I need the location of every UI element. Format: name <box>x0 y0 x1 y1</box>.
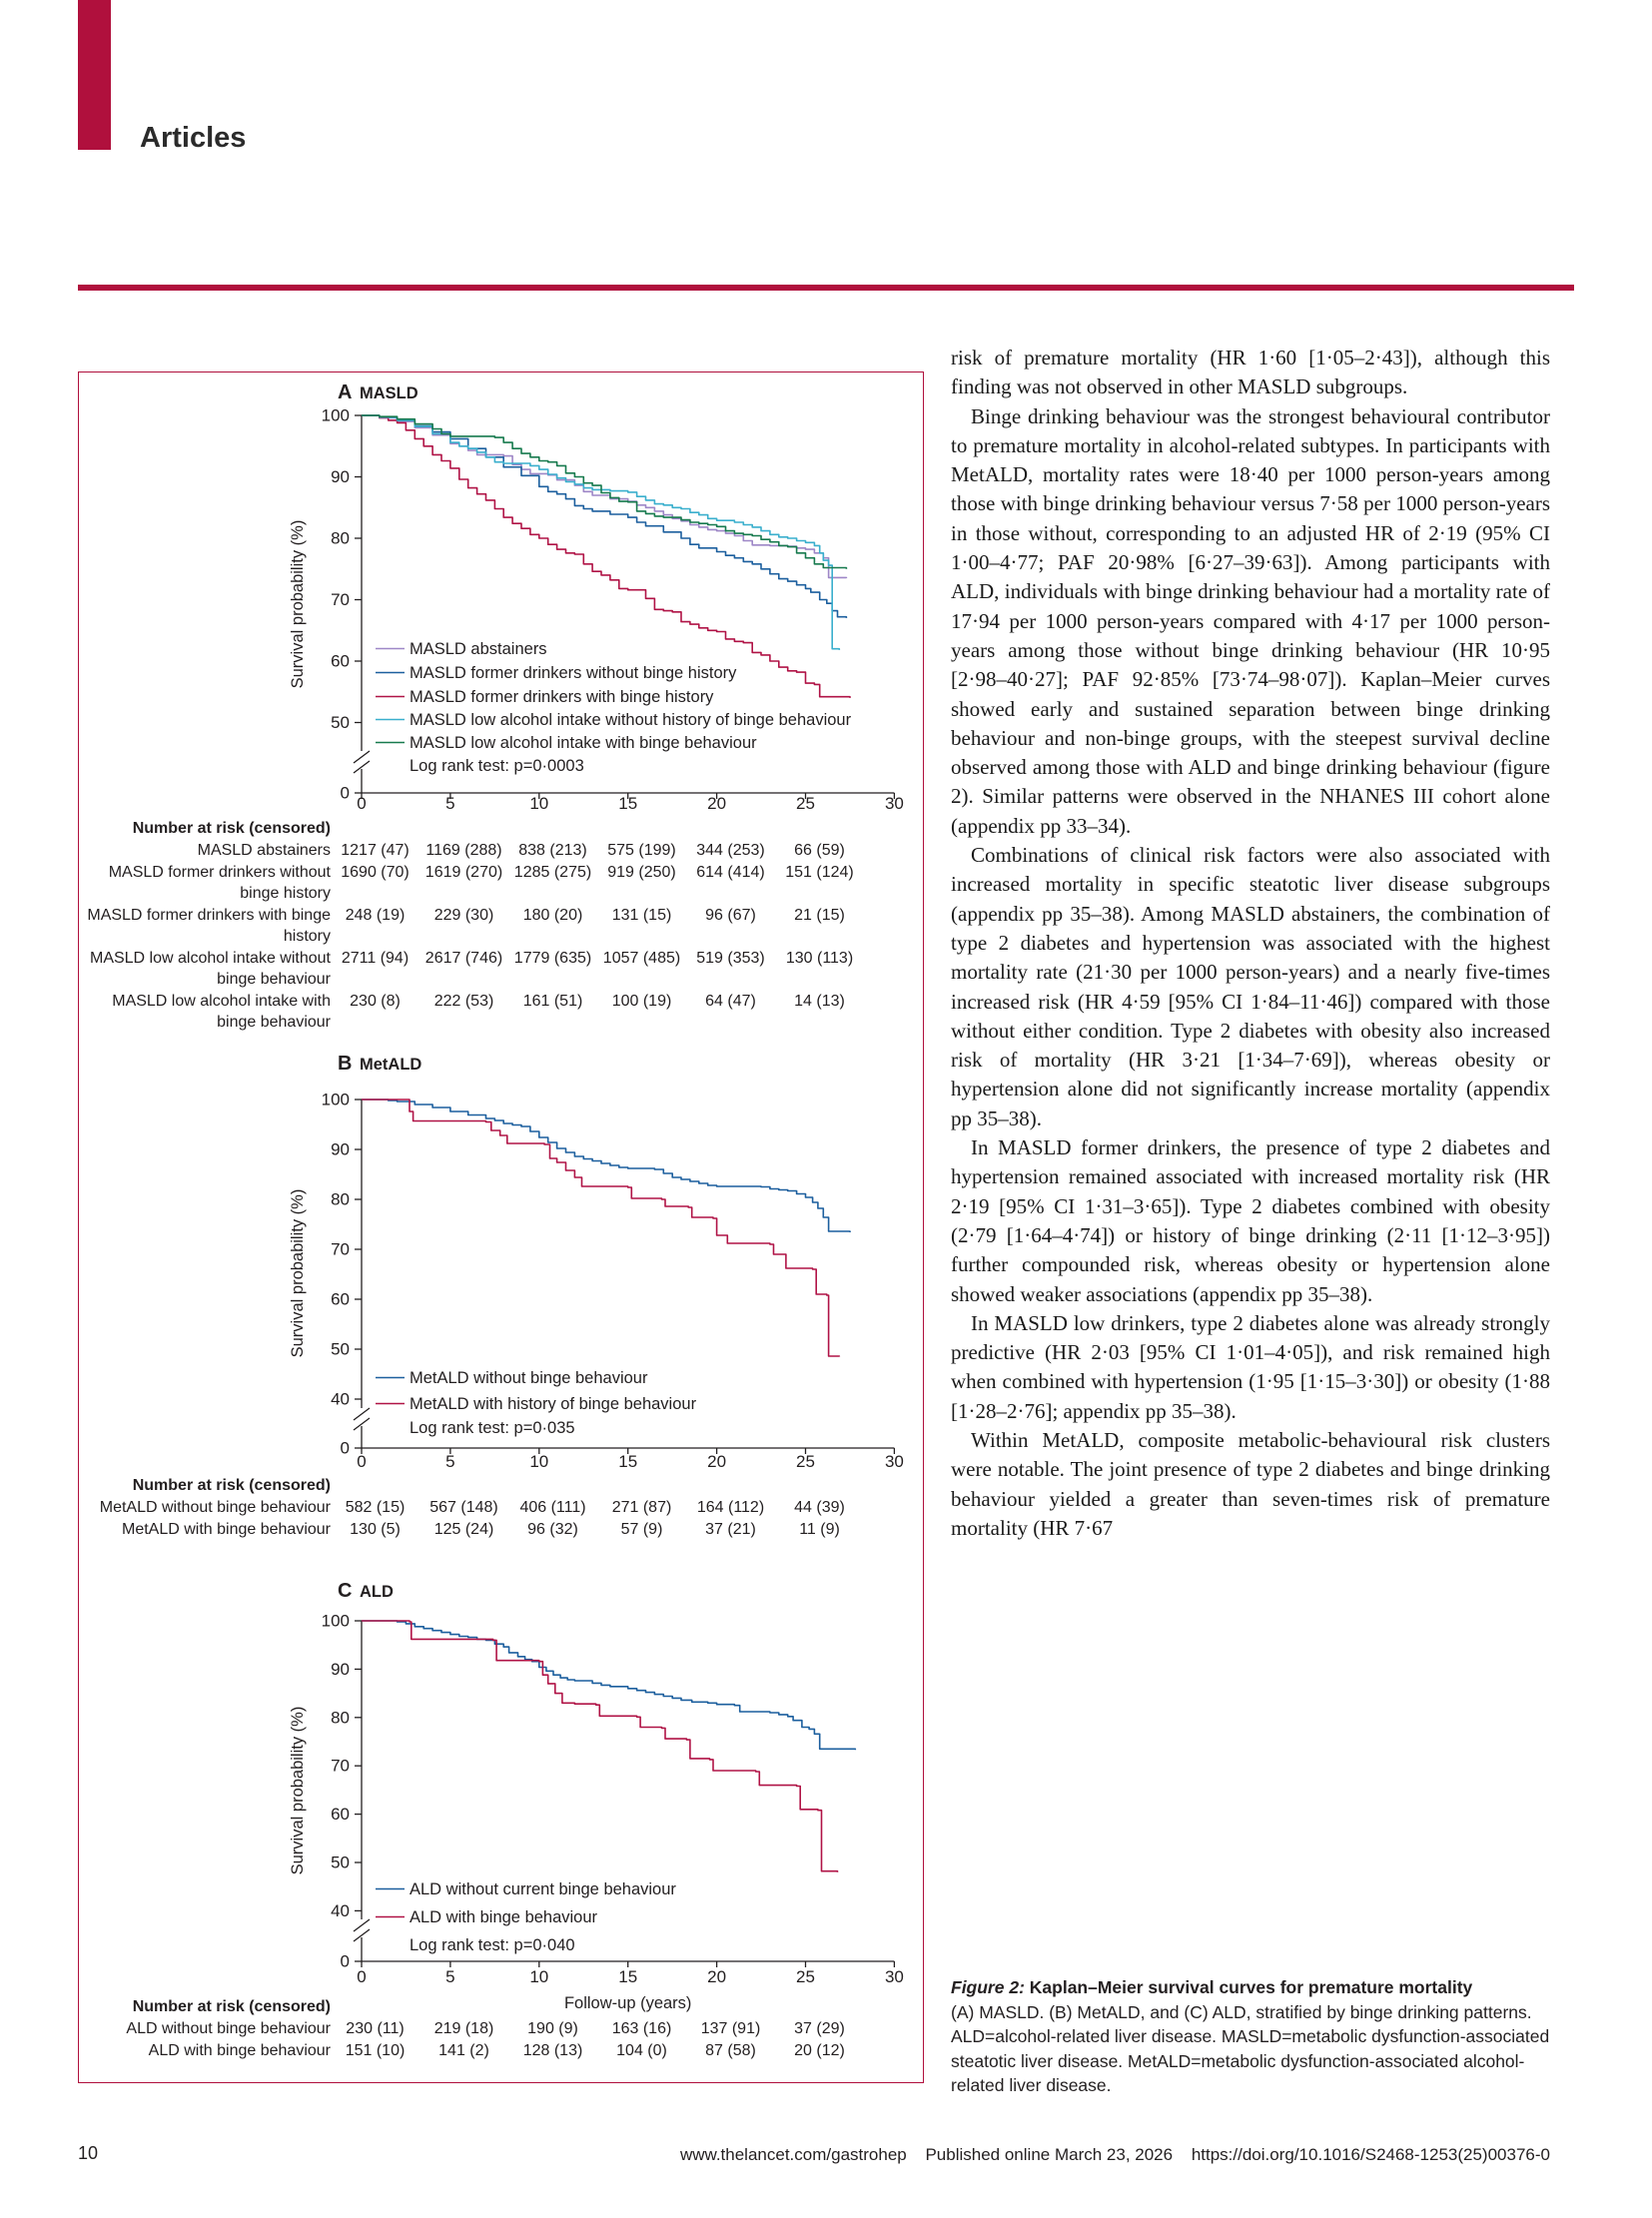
y-tick-label: 0 <box>340 783 350 803</box>
y-tick-label: 100 <box>321 1090 350 1109</box>
risk-cell: 190 (9) <box>527 2020 578 2037</box>
x-tick-label: 20 <box>707 1967 727 1986</box>
legend-label: ALD without current binge behaviour <box>410 1880 676 1898</box>
risk-cell: 219 (18) <box>433 2020 494 2037</box>
risk-cell: 1057 (485) <box>602 950 681 967</box>
legend-label: MASLD former drinkers without binge history <box>410 664 737 682</box>
risk-row-label: MetALD without binge behaviour <box>99 1499 331 1516</box>
body-paragraph: Within MetALD, composite metabolic-behavioural risk clusters were notable. The joint presence of type 2 diabetes and binge drinking behaviour yielded a greater than seven-times risk of premature mortality (HR 7·67 <box>951 1427 1550 1540</box>
risk-table-ald <box>79 1996 918 2062</box>
y-tick-label: 0 <box>340 1951 350 1971</box>
risk-cell: 344 (253) <box>696 842 765 859</box>
risk-cell: 229 (30) <box>433 907 494 924</box>
risk-row-label: ALD with binge behaviour <box>148 2042 331 2059</box>
x-tick-label: 5 <box>445 1967 455 1986</box>
y-tick-label: 70 <box>331 1756 350 1776</box>
risk-cell: 37 (21) <box>705 1521 756 1538</box>
y-tick-label: 50 <box>331 713 350 732</box>
x-tick-label: 15 <box>618 1967 638 1986</box>
x-tick-label: 10 <box>529 1967 549 1986</box>
axis-break-icon <box>354 1408 370 1420</box>
risk-cell: 1619 (270) <box>424 864 503 881</box>
risk-cell: 222 (53) <box>433 993 494 1010</box>
footer-doi-link[interactable]: https://doi.org/10.1016/S2468-1253(25)00376-0 <box>1191 2145 1550 2164</box>
risk-row-label: MetALD with binge behaviour <box>121 1521 331 1538</box>
x-tick-label: 0 <box>357 794 367 813</box>
km-charts-svg <box>79 372 920 2079</box>
risk-table-row <box>79 1519 918 1540</box>
figure-caption <box>951 1975 1556 2098</box>
legend-label: MASLD former drinkers with binge history <box>410 688 714 706</box>
lancet-red-block <box>78 0 111 150</box>
log-rank-label: Log rank test: p=0·0003 <box>410 757 584 775</box>
x-tick-label: 30 <box>884 794 904 813</box>
legend-label: MASLD low alcohol intake without history of binge behaviour <box>410 711 852 729</box>
risk-cell: 130 (113) <box>785 950 854 967</box>
risk-cell: 919 (250) <box>607 864 676 881</box>
figure-box <box>78 371 924 2083</box>
risk-table-row <box>79 862 918 904</box>
y-axis-label: Survival probability (%) <box>289 1706 307 1875</box>
survival-curve <box>362 1621 838 1872</box>
risk-cell: 271 (87) <box>611 1499 672 1516</box>
x-tick-label: 15 <box>618 794 638 813</box>
y-tick-label: 100 <box>321 1611 350 1631</box>
risk-cell: 163 (16) <box>611 2020 672 2037</box>
legend-label: ALD with binge behaviour <box>410 1908 598 1926</box>
legend-label: MASLD low alcohol intake with binge behaviour <box>410 734 757 752</box>
axis-break-icon <box>354 1919 370 1931</box>
y-axis-label: Survival probability (%) <box>289 519 307 689</box>
risk-cell: 66 (59) <box>794 842 845 859</box>
y-tick-label: 90 <box>331 467 350 486</box>
risk-row-label: MASLD former drinkers with binge history <box>87 907 331 945</box>
figure-caption-label: Figure 2: <box>951 1977 1025 1997</box>
survival-curve <box>362 1100 839 1357</box>
panel-letter: C <box>338 1580 353 1602</box>
risk-cell: 230 (11) <box>346 2020 405 2037</box>
footer-site-url[interactable]: www.thelancet.com/gastrohep <box>679 2145 907 2164</box>
risk-table-row <box>79 905 918 947</box>
risk-cell: 21 (15) <box>794 907 845 924</box>
risk-row-label: MASLD low alcohol intake with binge behaviour <box>112 993 331 1031</box>
x-tick-label: 30 <box>884 1967 904 1986</box>
y-tick-label: 50 <box>331 1339 350 1359</box>
risk-cell: 125 (24) <box>433 1521 494 1538</box>
survival-curve <box>362 415 846 578</box>
risk-row-label: ALD without binge behaviour <box>126 2020 331 2037</box>
y-tick-label: 90 <box>331 1659 350 1679</box>
y-tick-label: 80 <box>331 1189 350 1209</box>
x-tick-label: 25 <box>796 1967 815 1986</box>
risk-cell: 1690 (70) <box>341 864 410 881</box>
page-number: 10 <box>78 2143 99 2163</box>
y-tick-label: 80 <box>331 528 350 548</box>
risk-row-label: MASLD low alcohol intake without binge behaviour <box>89 950 331 988</box>
log-rank-label: Log rank test: p=0·040 <box>410 1936 575 1954</box>
risk-cell: 130 (5) <box>350 1521 401 1538</box>
risk-cell: 1217 (47) <box>341 842 410 859</box>
y-tick-label: 60 <box>331 1289 350 1309</box>
legend-label: MetALD with history of binge behaviour <box>410 1395 697 1413</box>
body-paragraph: In MASLD former drinkers, the presence of type 2 diabetes and hypertension remained associated with increased mortality risk (HR 2·19 [95% CI 1·31–3·65]). Type 2 diabetes combined with obesity (2·79 [1·64–4·74]) or history of binge drinking (2·11 [1·12–3·95]) further compounded risk, whereas obesity or hypertension alone showed weaker associations (appendix pp 35–38). <box>951 1135 1550 1306</box>
y-tick-label: 100 <box>321 405 350 425</box>
x-axis-label: Follow-up (years) <box>563 1994 692 2012</box>
y-tick-label: 80 <box>331 1708 350 1728</box>
risk-cell: 20 (12) <box>794 2042 845 2059</box>
x-tick-label: 20 <box>707 1452 727 1471</box>
risk-table-row <box>79 948 918 990</box>
risk-cell: 104 (0) <box>616 2042 667 2059</box>
risk-table-header: Number at risk (censored) <box>132 1477 331 1494</box>
risk-row-label: MASLD former drinkers without binge history <box>108 864 331 902</box>
axis-break-icon <box>354 751 370 763</box>
risk-cell: 151 (124) <box>785 864 854 881</box>
section-header: Articles <box>140 122 247 154</box>
risk-table-metald <box>79 1475 918 1541</box>
risk-cell: 2617 (746) <box>424 950 503 967</box>
risk-cell: 11 (9) <box>799 1521 840 1538</box>
risk-cell: 100 (19) <box>611 993 672 1010</box>
panel-title: MetALD <box>360 1056 422 1074</box>
survival-curve <box>362 1100 850 1232</box>
risk-cell: 575 (199) <box>607 842 676 859</box>
x-tick-label: 30 <box>884 1452 904 1471</box>
risk-cell: 614 (414) <box>696 864 765 881</box>
risk-cell: 131 (15) <box>611 907 672 924</box>
risk-table-row <box>79 2040 918 2061</box>
article-body-column <box>951 344 1550 1543</box>
risk-cell: 161 (51) <box>522 993 583 1010</box>
risk-cell: 230 (8) <box>350 993 401 1010</box>
risk-cell: 567 (148) <box>429 1499 498 1516</box>
survival-curve <box>362 1621 855 1750</box>
panel-letter: B <box>338 1053 353 1075</box>
risk-cell: 1285 (275) <box>513 864 592 881</box>
x-tick-label: 25 <box>796 794 815 813</box>
risk-cell: 128 (13) <box>522 2042 583 2059</box>
panel-letter: A <box>338 381 353 403</box>
y-tick-label: 40 <box>331 1900 350 1920</box>
risk-table-row <box>79 840 918 861</box>
risk-cell: 141 (2) <box>438 2042 489 2059</box>
y-tick-label: 0 <box>340 1438 350 1458</box>
body-paragraph: Combinations of clinical risk factors were also associated with increased mortality in specific steatotic liver disease subgroups (appendix pp 35–38). Among MASLD abstainers, the combination of type 2 diabetes and hypertension was associated with the highest mortality rate (21·30 per 1000 person-years) and a nearly five-times increased risk (HR 4·59 [95% CI 1·84–11·46]) compared with those without either condition. Type 2 diabetes with obesity also increased risk of mortality (HR 3·21 [1·34–7·69]), whereas obesity or hypertension alone did not significantly increase mortality (appendix pp 35–38). <box>951 843 1550 1130</box>
risk-cell: 406 (111) <box>519 1499 586 1516</box>
footer <box>680 2145 1550 2165</box>
section-divider-rule <box>78 285 1574 291</box>
x-tick-label: 5 <box>445 794 455 813</box>
x-tick-label: 0 <box>357 1452 367 1471</box>
risk-cell: 137 (91) <box>700 2020 761 2037</box>
log-rank-label: Log rank test: p=0·035 <box>410 1419 575 1437</box>
risk-cell: 44 (39) <box>794 1499 845 1516</box>
risk-cell: 96 (32) <box>527 1521 578 1538</box>
footer-published-date: Published online March 23, 2026 <box>925 2145 1174 2164</box>
panel-title: MASLD <box>360 384 418 402</box>
body-paragraph: Binge drinking behaviour was the strongest behavioural contributor to premature mortality in alcohol-related subtypes. In participants with MetALD, mortality rates were 18·40 per 1000 person-years among those with binge drinking behaviour versus 7·58 per 1000 person-years in those without, corresponding to an adjusted HR of 2·19 (95% CI 1·00–4·77; PAF 20·98% [6·27–39·63]). Among participants with ALD, individuals with binge drinking behaviour had a mortality rate of 17·94 per 1000 person-years compared with 4·17 per 1000 person-years among those without binge drinking behaviour (HR 10·95 [2·98–40·27]; PAF 92·85% [73·74–98·07]). Kaplan–Meier curves showed early and sustained separation between binge drinking behaviour and non-binge groups, with the steepest survival decline observed among those with ALD and binge drinking behaviour (figure 2). Similar patterns were observed in the NHANES III cohort alone (appendix pp 33–34). <box>951 403 1550 838</box>
figure-caption-body: (A) MASLD. (B) MetALD, and (C) ALD, stratified by binge drinking patterns. ALD=alcohol-related liver disease. MASLD=metabolic dysfunction-associated steatotic liver disease. MetALD=metabolic dysfunction-associated alcohol-related liver disease. <box>951 2001 1550 2095</box>
panel-title: ALD <box>360 1583 394 1601</box>
risk-cell: 57 (9) <box>620 1521 663 1538</box>
body-paragraph: risk of premature mortality (HR 1·60 [1·05–2·43]), although this finding was not observed in other MASLD subgroups. <box>951 346 1550 399</box>
x-tick-label: 5 <box>445 1452 455 1471</box>
body-paragraph: In MASLD low drinkers, type 2 diabetes alone was already strongly predictive (HR 2·03 [95% CI 1·01–4·05]), and risk remained high when combined with hypertension (1·95 [1·15–3·30]) or obesity (1·88 [1·28–2·76]; appendix pp 35–38). <box>951 1310 1550 1423</box>
x-tick-label: 25 <box>796 1452 815 1471</box>
risk-cell: 180 (20) <box>522 907 583 924</box>
x-tick-label: 20 <box>707 794 727 813</box>
y-tick-label: 60 <box>331 1805 350 1825</box>
y-tick-label: 50 <box>331 1852 350 1872</box>
risk-cell: 37 (29) <box>794 2020 845 2037</box>
y-axis-label: Survival probability (%) <box>289 1188 307 1358</box>
risk-table-row <box>79 991 918 1033</box>
risk-table-row <box>79 2018 918 2039</box>
risk-cell: 2711 (94) <box>341 950 410 967</box>
risk-cell: 1779 (635) <box>513 950 592 967</box>
risk-cell: 14 (13) <box>794 993 845 1010</box>
risk-cell: 64 (47) <box>705 993 756 1010</box>
risk-table-masld <box>79 818 918 1034</box>
y-tick-label: 70 <box>331 1239 350 1259</box>
risk-cell: 582 (15) <box>345 1499 406 1516</box>
x-tick-label: 10 <box>529 794 549 813</box>
y-tick-label: 60 <box>331 651 350 671</box>
risk-cell: 96 (67) <box>705 907 756 924</box>
legend-label: MASLD abstainers <box>410 640 547 658</box>
risk-row-label: MASLD abstainers <box>197 842 331 859</box>
y-tick-label: 90 <box>331 1139 350 1159</box>
risk-table-header: Number at risk (censored) <box>132 820 331 837</box>
survival-curve <box>362 415 846 618</box>
risk-table-row <box>79 1497 918 1518</box>
risk-cell: 838 (213) <box>518 842 587 859</box>
risk-cell: 519 (353) <box>696 950 765 967</box>
y-tick-label: 40 <box>331 1389 350 1409</box>
risk-cell: 151 (10) <box>345 2042 406 2059</box>
risk-cell: 1169 (288) <box>425 842 502 859</box>
legend-label: MetALD without binge behaviour <box>410 1369 648 1387</box>
x-tick-label: 0 <box>357 1967 367 1986</box>
risk-cell: 87 (58) <box>705 2042 756 2059</box>
x-tick-label: 15 <box>618 1452 638 1471</box>
figure-caption-title: Figure 2: Kaplan–Meier survival curves for premature mortality <box>951 1977 1473 1997</box>
risk-cell: 248 (19) <box>345 907 406 924</box>
risk-cell: 164 (112) <box>696 1499 765 1516</box>
risk-table-header: Number at risk (censored) <box>132 1998 331 2015</box>
x-tick-label: 10 <box>529 1452 549 1471</box>
y-tick-label: 70 <box>331 590 350 609</box>
